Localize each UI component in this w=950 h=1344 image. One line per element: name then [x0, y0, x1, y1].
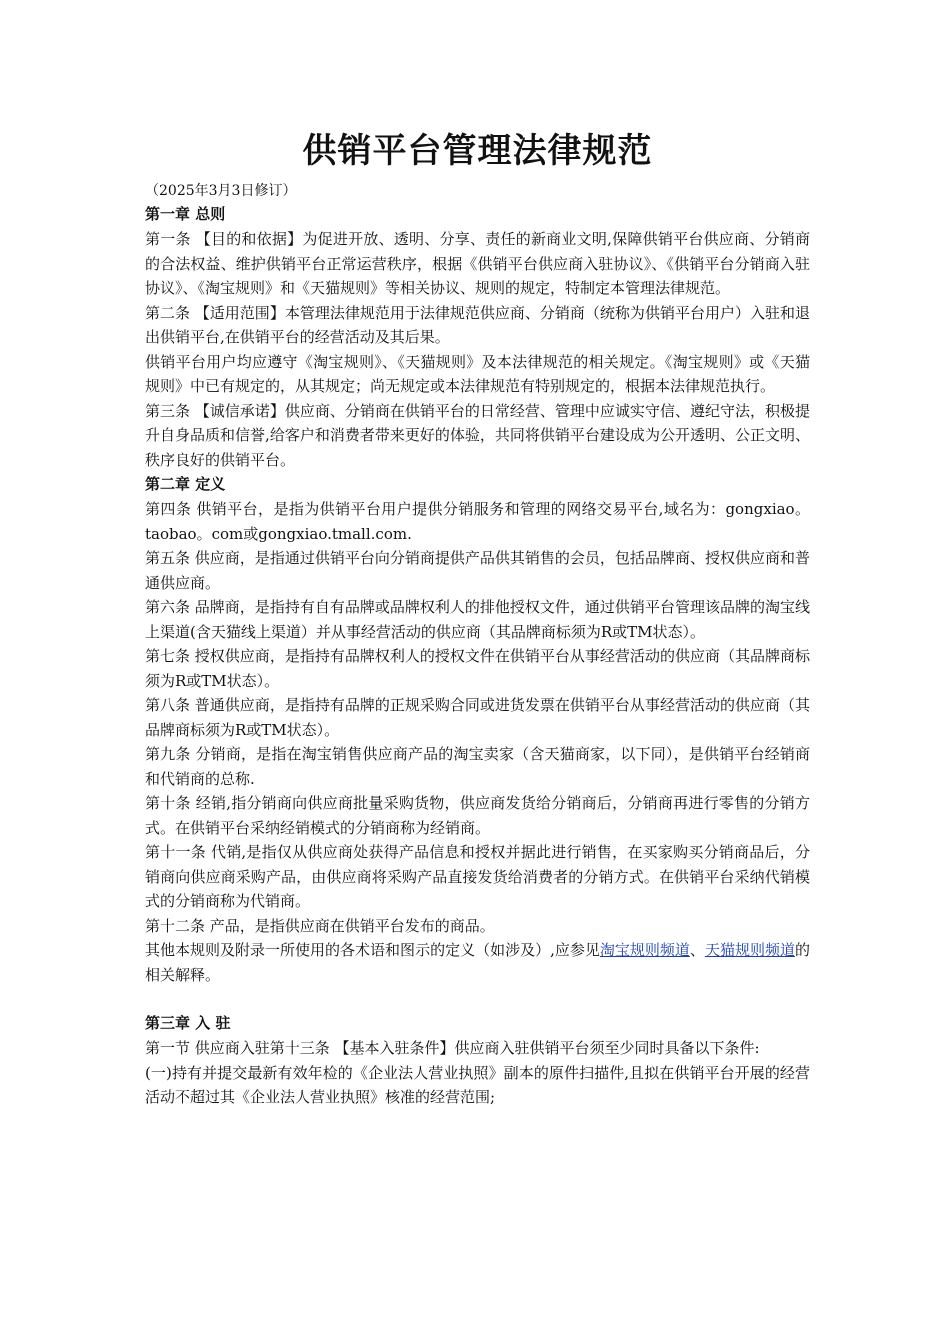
page-title: 供销平台管理法律规范: [302, 131, 653, 171]
article-6: 第六条 品牌商，是指持有自有品牌或品牌权利人的排他授权文件，通过供销平台管理该品牌的淘宝线上渠道(含天猫线上渠道）并从事经营活动的供应商（其品牌商标须为R或TM状态）。: [145, 598, 810, 641]
taobao-rules-link[interactable]: 淘宝规则频道: [599, 941, 690, 959]
chapter-2-heading: 第二章 定义: [145, 475, 226, 493]
article-3: 第三条 【诚信承诺】供应商、分销商在供销平台的日常经营、管理中应诚实守信、遵纪守法，积极提升自身品质和信誉,给客户和消费者带来更好的体验，共同将供销平台建设成为公开透明、公正文明、秩序良好的供销平台。: [145, 401, 810, 469]
article-13-item-1: (一)持有并提交最新有效年检的《企业法人营业执照》副本的原件扫描件,且拟在供销平台开展的经营活动不超过其《企业法人营业执照》核准的经营范围;: [145, 1063, 810, 1106]
article-10: 第十条 经销,指分销商向供应商批量采购货物，供应商发货给分销商后，分销商再进行零售的分销方式。在供销平台采纳经销模式的分销商称为经销商。: [145, 794, 810, 837]
revision-note: （2025年3月3日修订）: [145, 183, 297, 199]
tmall-rules-link[interactable]: 天猫规则频道: [704, 941, 795, 959]
spacer: [145, 987, 810, 1011]
article-11: 第十一条 代销,是指仅从供应商处获得产品信息和授权并据此进行销售，在买家购买分销商品后，分销商向供应商采购产品，由供应商将采购产品直接发货给消费者的分销方式。在供销平台采纳代销模式的分销商称为代销商。: [145, 843, 810, 910]
reference-suffix: 的相关解释。: [145, 941, 810, 984]
article-9: 第九条 分销商，是指在淘宝销售供应商产品的淘宝卖家（含天猫商家，以下同），是供销平台经销商和代销商的总称.: [145, 745, 810, 788]
chapter-1-heading: 第一章 总则: [145, 205, 226, 223]
reference-prefix: 其他本规则及附录一所使用的各术语和图示的定义（如涉及）,应参见: [145, 941, 600, 959]
article-12: 第十二条 产品，是指供应商在供销平台发布的商品。: [145, 916, 495, 935]
link-separator: 、: [689, 941, 705, 959]
article-13: 第一节 供应商入驻第十三条 【基本入驻条件】供应商入驻供销平台须至少同时具备以下条件:: [145, 1039, 760, 1057]
article-1: 第一条 【目的和依据】为促进开放、透明、分享、责任的新商业文明,保障供销平台供应商、分销商的合法权益、维护供销平台正常运营秩序，根据《供销平台供应商入驻协议》、《供销平台分销商入驻协议》、《淘宝规则》和《天猫规则》等相关协议、规则的规定，特制定本管理法律规范。: [145, 230, 810, 297]
article-8: 第八条 普通供应商，是指持有品牌的正规采购合同或进货发票在供销平台从事经营活动的供应商（其品牌商标须为R或TM状态）。: [145, 696, 810, 739]
article-5: 第五条 供应商，是指通过供销平台向分销商提供产品供其销售的会员，包括品牌商、授权供应商和普通供应商。: [145, 549, 810, 592]
article-4: 第四条 供销平台，是指为供销平台用户提供分销服务和管理的网络交易平台,域名为：gongxiao。taobao。com或gongxiao.tmall.com.: [145, 500, 810, 543]
definitions-reference: [145, 938, 810, 987]
article-7: 第七条 授权供应商，是指持有品牌权利人的授权文件在供销平台从事经营活动的供应商（其品牌商标须为R或TM状态）。: [145, 647, 810, 690]
chapter-3-heading: 第三章 入 驻: [145, 1014, 231, 1032]
document-page: [145, 128, 810, 1110]
article-2: 第二条 【适用范围】本管理法律规范用于法律规范供应商、分销商（统称为供销平台用户）入驻和退出供销平台,在供销平台的经营活动及其后果。: [145, 303, 810, 346]
article-2-paragraph: 供销平台用户均应遵守《淘宝规则》、《天猫规则》及本法律规范的相关规定。《淘宝规则》或《天猫规则》中已有规定的，从其规定；尚无规定或本法律规范有特别规定的，根据本法律规范执行。: [145, 352, 810, 395]
